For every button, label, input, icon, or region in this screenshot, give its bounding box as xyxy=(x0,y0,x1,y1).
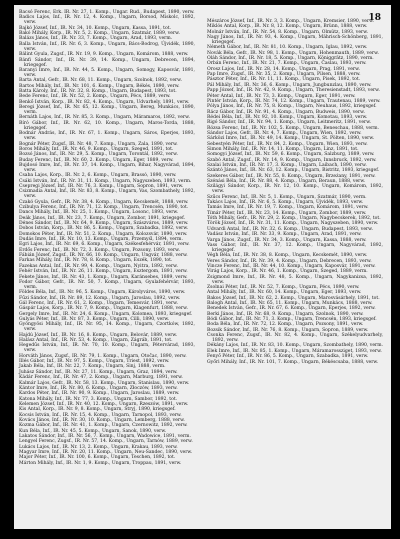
list-entry: Lukács Lajos, Inf., IR. Nr. 13, 2. Komp., Ungarn, Krakau, 1893, verw. xyxy=(19,444,178,450)
list-entry: Rédei Béla, Inf., IR. Nr. 92, 10. Komp., Ungarn, Komotau, 1893, verw. xyxy=(207,114,368,120)
list-entry: Bajkó József, Inf., IR. Nr. 34, 10. Komp., Ungarn, Kassa, 1891, tot. xyxy=(19,25,171,31)
list-entry: Benkő István, Korp., IR. Nr. 82, 4. Komp., Ungarn, Udvarhely, 1891, verw. xyxy=(19,99,190,105)
list-entry: Bernáth Lajos, Inf., IR. Nr. 85, 3. Komp., Ungarn, Máramaros, 1892, verw. xyxy=(19,115,190,121)
list-entry: Márton Mihály, Inf., IR. Nr. 1, 9. Komp., Ungarn, Troppau, 1891, verw. xyxy=(19,460,182,466)
list-entry: Fekete János, Inf., IR. Nr. 43, 1. Komp., Ungarn, Karánsebes, 1889, verw. xyxy=(19,274,188,280)
list-entry: Pásztor Péter, Inf., IR. Nr. 11, 11. Komp., Ungarn, Pisek, 1892, tot. xyxy=(207,77,361,83)
list-entry: Dancs Mihály, Inf., IR. Nr. 25, 1. Komp., Ungarn, Losonc, 1893, verw. xyxy=(19,210,179,216)
list-entry: Szénási Béla, Inf., IR. Nr. 88, 4. Komp., Ungarn, Beraun, 1888, verw. xyxy=(207,179,366,185)
list-entry: Bognár Péter, Zugsf., IR. Nr. 48, 7. Komp., Ungarn, Zala, 1890, verw. xyxy=(19,141,178,147)
list-entry: Bujdosó Imre, Inf., IR. Nr. 37, 14. Komp., Ungarn, Bihar, Nagyvárad, 1894, verw. xyxy=(19,162,195,173)
list-entry: Beregi József, Inf., IR. Nr. 65, 12. Komp., Ungarn, Bereg, Munkács, 1890, verm. xyxy=(19,105,195,116)
list-entry: Hajdú József, Inf., IR. Nr. 16, 8. Komp., Ungarn, Belovár, 1889, verw. xyxy=(19,332,178,338)
list-entry: Csepregi József, Inf., IR. Nr. 76, 3. Komp., Ungarn, Sopron, 1891, verw. xyxy=(19,183,184,189)
list-entry: Szűcs Ferenc, Inf., IR. Nr. 5, 1. Komp., Ungarn, Szatmár, 1890, verm. xyxy=(207,194,367,200)
list-entry: Katona Mihály, Inf., IR. Nr. 77, 3. Komp., Ungarn, Sambor, 1892, tot. xyxy=(19,396,178,402)
list-entry: Bede Ferenc, Inf., IR. Nr. 52, 2. Komp., Ungarn, Pécs, 1889, verw. xyxy=(19,94,171,100)
list-entry: Major Péter, Inf., IR. Nr. 100, 6. Komp., Ungarn, Teschen, 1892, tot. xyxy=(19,455,176,461)
list-entry: Badics Lajos, Inf., IR. Nr. 12, 4. Komp., Ungarn, Borsod, Miskolc, 1892, verw. xyxy=(19,15,195,26)
list-entry: Juhász Sándor, Inf., IR. Nr. 27, 11. Komp., Ungarn, Graz, 1894, verw. xyxy=(19,369,178,375)
list-entry: Bíró Gábor, Inf., IR. Nr. 62, 10. Komp., Ungarn, Maros-Torda, 1888, kriegsgef. xyxy=(19,120,195,131)
list-entry: Bodnár András, Inf., IR. Nr. 67, 1. Komp., Ungarn, Sáros, Eperjes, 1893, verw. xyxy=(19,131,195,142)
list-entry: Péter Antal, Inf., IR. Nr. 73, 3. Komp., Ungarn, Eger, 1891, verw. xyxy=(207,93,356,99)
list-entry: Bódi Gábor, Inf., IR. Nr. 71, 3. Komp., Ungarn, Trencsén, 1893, kriegsgef. xyxy=(207,317,377,323)
list-entry: Buday Ferenc, Inf., IR. Nr. 60, 2. Komp., Ungarn, Eger, 1889, verw. xyxy=(19,157,174,163)
list-entry: Antal Mihály, Inf., IR. Nr. 60, 14. Komp., Ungarn, Eger, 1893, verw. xyxy=(207,290,362,296)
list-entry: Fodor Gábor, Gefr., IR. Nr. 50, 7. Komp., Ungarn, Gyulafehérvár, 1893, verm. xyxy=(19,279,195,290)
list-entry: Bartos Mihály, Inf., IR. Nr. 101, 6. Komp., Ungarn, Békés, 1890, verw. xyxy=(19,83,180,89)
list-entry: Szalai István, Inf., IR. Nr. 17, 3. Komp., Ungarn, Laibach, 1890, verw. xyxy=(207,162,367,168)
list-entry: Fazekas Antal, Inf., IR. Nr. 99, 4. Komp., Ungarn, Nyitra, 1892, verw. xyxy=(19,263,178,269)
list-entry: Kozma Gábor, Inf., IR. Nr. 41, 1. Komp., Ungarn, Czernowitz, 1892, verw. xyxy=(19,423,188,429)
list-entry: Kelemen József, Inf., IR. Nr. 40, 12. Komp., Ungarn, Rzeszów, 1891, verw. xyxy=(19,401,189,407)
list-entry: Jakab Béla, Inf., IR. Nr. 22, 7. Komp., Ungarn, Sinj, 1888, verm. xyxy=(19,364,166,370)
list-entry: Gergely Imre, Inf., IR. Nr. 24, 6. Komp., Ungarn, Kolomea, 1893, kriegsgef. xyxy=(19,311,193,317)
list-entry: Kádár Ferenc, Inf., IR. Nr. 47, 2. Komp., Ungarn, Marburg, 1891, verw. xyxy=(19,375,183,381)
list-entry: Nagy János, Inf., IR. Nr. 93, 4. Komp., Ungarn, Mährisch-Schönberg, 1891, kriegsgef. xyxy=(207,35,383,46)
list-entry: Bacsó Ferenc, Erk. IR. Nr. 27, 1. Komp., Ungar. Rud., Budapest, 1890, verw. xyxy=(19,10,195,15)
list-entry: Csáki István, Inf., IR. Nr. 31, 11. Komp., Ungarn, Nagyszeben, 1893, verm. xyxy=(19,178,192,184)
list-entry: Pintér István, Korp., IR. Nr. 74, 12. Komp., Ungarn, Trautenau, 1889, verw. xyxy=(207,98,381,104)
list-entry: Csizmadia Antal, Inf., IR. Nr. 83, 8. Komp., Ungarn, Vas, Szombathely, 1892, verw. xyxy=(19,189,195,200)
list-entry: Illés Gábor, Inf., IR. Nr. 97, 5. Komp., Ungarn, Triest, 1892, verw. xyxy=(19,359,170,365)
list-entry: Gáspár Lajos, Korp., IR. Nr. 7, 9. Komp., Ungarn, Klagenfurt, 1888, verw. xyxy=(19,306,188,312)
list-entry: Végh Béla, Inf., IR. Nr. 38, 8. Komp., Ungarn, Kecskemét, 1890, verw. xyxy=(207,253,368,259)
list-entry: Gulyás Péter, Inf., IR. Nr. 87, 3. Komp., Ungarn, Cilli, 1890, verw. xyxy=(19,316,170,322)
list-entry: Bakó Mihály, Korp., IR. Nr. 5, 2. Komp., Ungarn, Szatmár, 1889, verw. xyxy=(19,31,180,37)
list-entry: Pál Mihály, Inf., IR. Nr. 36, 6. Komp., Ungarn, Jungbunzlau, 1890, verw. xyxy=(207,82,372,88)
list-entry: Molnár István, Inf., IR. Nr. 54, 8. Komp., Ungarn, Olmütz, 1893, verw. xyxy=(207,29,369,35)
list-entry: Kocsis István, Inf., IR. Nr. 15, 4. Komp., Ungarn, Tarnopol, 1893, verw. xyxy=(19,412,182,418)
list-entry: Veres Sándor, Inf., IR. Nr. 39, 4. Komp., Ungarn, Debrecen, 1893, verw. xyxy=(207,258,372,264)
left-column xyxy=(19,10,195,523)
list-entry: Sebestyén Péter, Inf., IR. Nr. 84, 2. Komp., Ungarn, Wien, 1893, verw. xyxy=(207,141,368,147)
list-entry: Tóth Mihály, Gefr., IR. Nr. 29, 2. Komp., Ungarn, Nagybecskerek, 1892, tot. xyxy=(207,216,381,222)
list-entry: Dobos István, Korp., IR. Nr. 86, 5. Komp., Ungarn, Szabadka, 1892, verw. xyxy=(19,226,189,232)
right-column xyxy=(207,19,383,523)
list-entry: Kis Antal, Korp., IR. Nr. 9, 8. Komp., Ungarn, Stryj, 1890, kriegsgef. xyxy=(19,407,176,413)
list-entry: Czakó Gyula, Gefr., IR. Nr. 38, 4. Komp., Ungarn, Kecskemét, 1888, verw. xyxy=(19,199,189,205)
list-entry: Pap Imre, Zugsf., IR. Nr. 35, 2. Komp., Ungarn, Pilsen, 1888, verw. xyxy=(207,72,361,78)
list-entry: Egri Lajos, Inf., IR. Nr. 69, 6. Komp., Ungarn, Székesfehérvár, 1891, verw. xyxy=(19,242,190,248)
list-entry: Lakatos Sándor, Inf., IR. Nr. 56, 7. Komp., Ungarn, Wadowice, 1891, verm. xyxy=(19,433,191,439)
list-entry: Deák János, Inf., IR. Nr. 23, 7. Komp., Ungarn, Zombor, 1891, kriegsgef. xyxy=(19,215,186,221)
list-entry: Fehér István, Inf., IR. Nr. 26, 11. Komp., Ungarn, Esztergom, 1891, verw. xyxy=(19,269,188,275)
list-entry: Balla István, Inf., IR. Nr. 6, 3. Komp., Ungarn, Bács-Bodrog, Újvidék, 1890, verw. xyxy=(19,41,195,52)
list-entry: Udvardi Antal, Inf., IR. Nr. 32, 6. Komp., Ungarn, Budapest, 1893, verw. xyxy=(207,226,373,232)
list-entry: Berki János, Inf., IR. Nr. 68, 9. Komp., Ungarn, Szolnok, 1890, verw. xyxy=(207,311,364,317)
list-entry: Elek Imre, Inf., IR. Nr. 85, 1. Komp., Ungarn, Máramarossziget, 1893, verw. xyxy=(207,348,382,354)
list-entry: Rigó Sándor, Inf., IR. Nr. 94, 1. Komp., Ungarn, Leitmeritz, 1891, verw. xyxy=(207,120,372,126)
list-entry: Farkas Mihály, Inf., IR. Nr. 78, 8. Komp., Ungarn, Eszék, 1890, tot. xyxy=(19,258,173,264)
list-entry: Kardos Péter, Inf., IR. Nr. 90, 9. Komp., Ungarn, Jaroslau, 1889, verw. xyxy=(19,391,180,397)
list-entry: Sándor Lajos, Gefr., IR. Nr. 4, 7. Komp., Ungarn, Wien, 1892, verw. xyxy=(207,130,362,136)
list-entry: Vass Gábor, Inf., IR. Nr. 37, 12. Komp., Ungarn, Nagyvárad, 1892, kriegsgef. xyxy=(207,242,383,253)
list-entry: Kun Béla, Inf., IR. Nr. 45, 5. Komp., Ungarn, Sanok, 1890, verw. xyxy=(19,428,167,434)
list-entry: Batta Károly, Inf., IR. Nr. 32, 8. Komp., Ungarn, Budapest, 1893, tot. xyxy=(19,88,177,94)
page-number: 18 xyxy=(368,13,381,23)
list-entry: Balogh Antal, Inf., IR. Nr. 65, 11. Komp., Ungarn, Munkács, 1888, verw. xyxy=(207,301,373,307)
list-entry: Bálint Gyula, Zugsf., IR. Nr. 19, 9. Komp., Ungarn, Komárom, 1888, verw. xyxy=(19,52,189,58)
list-entry: Dékány Lajos, Inf., IR. Nr. 83, 10. Komp., Ungarn, Szombathely, 1890, verm. xyxy=(207,343,383,349)
list-entry: Dudás Imre, Inf., IR. Nr. 10, 13. Komp., Ungarn, Przemyśl, 1894, verm. xyxy=(19,237,183,243)
list-entry: Balázs János, Inf., IR. Nr. 33, 7. Komp., Ungarn, Arad, 1893, verm. xyxy=(19,36,173,42)
list-entry: Pólya János, Inf., IR. Nr. 75, 8. Komp., Ungarn, Neuhaus, 1892, kriegsgef. xyxy=(207,104,377,110)
list-entry: Sárközi Imre, Inf., IR. Nr. 49, 14. Komp., Ungarn, St. Pölten, 1890, verw. xyxy=(207,136,375,142)
list-entry: Csaba Lajos, Korp., IR. Nr. 2, 6. Komp., Ungarn, Brassó, 1890, verw. xyxy=(19,173,177,179)
list-entry: Zsolnai Péter, Inf., IR. Nr. 52, 7. Komp., Ungarn, Pécs, 1890, verw. xyxy=(207,285,360,290)
list-entry: Rózsa Ferenc, Inf., IR. Nr. 102, 5. Komp., Ungarn, Beneschau, 1888, verm. xyxy=(207,125,380,131)
list-entry: Tamás Imre, Inf., IR. Nr. 19, 7. Komp., Ungarn, Komárom, 1891, verw. xyxy=(207,205,369,211)
list-entry: Bozsó János, Inf., IR. Nr. 29, 5. Komp., Ungarn, Torontál, 1892, verw. xyxy=(19,152,178,158)
list-entry: Rácz Gábor, Inf., IR. Nr. 91, 4. Komp., Ungarn, Budweis, 1890, verw. xyxy=(207,109,365,115)
list-entry: Kovács János, Inf., IR. Nr. 30, 10. Komp., Ungarn, Lemberg, 1888, verw. xyxy=(19,417,185,423)
list-entry: Mészáros József, Inf., IR. Nr. 3, 3. Komp., Ungarn, Kremsier, 1890, verw. xyxy=(207,19,374,24)
list-entry: Oláh Sándor, Inf., IR. Nr. 18, 5. Komp., Ungarn, Königgrätz, 1890, verm. xyxy=(207,56,374,62)
list-entry: Halász Antal, Inf., IR. Nr. 53, 4. Komp., Ungarn, Zágráb, 1891, tot. xyxy=(19,338,173,344)
list-entry: Vincze Ferenc, Inf., IR. Nr. 44, 10. Komp., Ungarn, Kaposvár, 1891, verw. xyxy=(207,263,376,269)
list-entry: Bakos József, Inf., IR. Nr. 62, 2. Komp., Ungarn, Marosvásárhely, 1891, tot. xyxy=(207,295,380,301)
list-entry: Benedek István, Gefr., IR. Nr. 67, 6. Komp., Ungarn, Eperjes, 1892, verw. xyxy=(207,306,376,312)
list-entry: Simon Mihály, Inf., IR. Nr. 14, 11. Komp., Ungarn, Linz, 1891, tot. xyxy=(207,146,359,152)
list-entry: Erdős Ferenc, Inf., IR. Nr. 72, 3. Komp., Ungarn, Pozsony, 1893, verw. xyxy=(19,247,180,253)
list-entry: Varga János, Zugsf., IR. Nr. 34, 3. Komp., Ungarn, Kassa, 1888, verw. xyxy=(207,237,367,243)
list-entry: Vadász István, Inf., IR. Nr. 33, 9. Komp., Ungarn, Arad, 1891, verw. xyxy=(207,232,362,238)
list-entry: Boda Béla, Inf., IR. Nr. 72, 12. Komp., Ungarn, Pozsony, 1891, verw. xyxy=(207,322,364,328)
list-entry: Novák Béla, Gefr., IR. Nr. 98, 1. Komp., Ungarn, Hohenmauth, 1889, verw. xyxy=(207,50,379,56)
list-entry: Szilágyi Sándor, Korp., IR. Nr. 12, 10. Komp., Ungarn, Komárom, 1892, verw. xyxy=(207,184,383,195)
list-entry: Tímár Péter, Inf., IR. Nr. 23, 14. Komp., Ungarn, Zombor, 1889, verw. xyxy=(207,210,367,216)
list-entry: Földes Béla, Inf., IR. Nr. 96, 5. Komp., Ungarn, Károlyváros, 1890, verw. xyxy=(19,290,186,296)
list-entry: Szántó János, Inf., IR. Nr. 63, 12. Komp., Ungarn, Bistritz, 1893, kriegsgef. xyxy=(207,168,380,174)
list-entry: Papp József, Inf., IR. Nr. 42, 9. Komp., Ungarn, Theresienstadt, 1893, verw. xyxy=(207,88,380,94)
list-entry: Orbán Ferenc, Inf., IR. Nr. 21, 7. Komp., Ungarn, Časlau, 1893, verw. xyxy=(207,61,367,67)
list-entry: Lengyel Ferenc, Zugsf., IR. Nr. 57, 14. Komp., Ungarn, Tarnów, 1889, verw. xyxy=(19,439,193,445)
list-entry: Kántor Imre, Inf., IR. Nr. 80, 6. Komp., Ungarn, Złoczów, 1893, verw. xyxy=(19,385,178,391)
list-entry: Miklós Antal, Korp., IR. Nr. 8, 12. Komp., Ungarn, Brünn, 1888, verw. xyxy=(207,24,368,30)
list-entry: Kalmár Lajos, Gefr., IR. Nr. 58, 13. Komp., Ungarn, Stanislau, 1890, verw. xyxy=(19,380,190,386)
list-entry: Szabó Antal, Zugsf., IR. Nr. 14, 9. Komp., Ungarn, Innsbruck, 1892, verw. xyxy=(207,157,377,163)
list-entry: Csonka Ferenc, Zugsf., IR. Nr. 82, 4. Komp., Ungarn, Székelyudvarhely, 1892, verw. xyxy=(207,333,383,344)
list-entry: Orosz Lajos, Inf., IR. Nr. 28, 14. Komp., Ungarn, Prag, 1891, verw. xyxy=(207,66,360,72)
document-page xyxy=(14,5,391,529)
list-entry: Domokos Péter, Inf., IR. Nr. 51, 2. Komp., Ungarn, Kolozsvár, 1890, verw. xyxy=(19,231,188,237)
list-entry: Fábián József, Zugsf., IR. Nr. 66, 10. Komp., Ungarn, Ungvár, 1888, verw. xyxy=(19,253,188,259)
list-entry: Magyar Imre, Inf., IR. Nr. 20, 11. Komp., Ungarn, Neu-Sandec, 1890, verw. xyxy=(19,449,193,455)
list-entry: Takács Lajos, Inf., IR. Nr. 6, 5. Komp., Ungarn, Újvidék, 1893, verw. xyxy=(207,200,364,206)
list-entry: Németh Gábor, Inf., IR. Nr. 81, 10. Komp., Ungarn, Iglau, 1892, verw. xyxy=(207,45,368,51)
list-entry: Gyöngyösi Mihály, Inf., IR. Nr. 95, 14. Komp., Ungarn, Czortków, 1892, verw. xyxy=(19,322,195,333)
list-entry: Virág Lajos, Korp., IR. Nr. 46, 1. Komp., Ungarn, Szeged, 1889, verm. xyxy=(207,269,368,275)
list-entry: Bozsik Sándor, Inf., IR. Nr. 76, 8. Komp., Ungarn, Sopron, 1889, verw. xyxy=(207,327,369,333)
list-entry: Bánfi Sándor, Inf., IR. Nr. 39, 14. Komp., Ungarn, Debrecen, 1894, kriegsgef. xyxy=(19,57,195,68)
list-entry: Somogyi József, Inf., IR. Nr. 59, 6. Komp., Ungarn, Salzburg, 1889, verw. xyxy=(207,152,375,158)
list-entry: Fűzi Sándor, Inf., IR. Nr. 89, 12. Komp., Ungarn, Jaroslau, 1892, verw. xyxy=(19,295,181,301)
list-entry: Zsigmond Imre, Inf., IR. Nr. 48, 5. Komp., Ungarn, Nagykanizsa, 1892, verw. xyxy=(207,274,383,285)
list-entry: Boros Mihály, Inf., IR. Nr. 46, 9. Komp., Ungarn, Szeged, 1891, tot. xyxy=(19,146,174,152)
list-entry: Baranyi Imre, Inf., IR. Nr. 44, 5. Komp., Ungarn, Somogy, Kaposvár, 1891, verw. xyxy=(19,67,195,78)
list-entry: Török József, Inf., IR. Nr. 31, 11. Komp., Ungarn, Nagyszeben, 1890, verw. xyxy=(207,221,379,227)
list-entry: Győri Mihály, Inf., IR. Nr. 101, 7. Komp., Ungarn, Békéscsaba, 1888, verw. xyxy=(207,359,379,365)
list-entry: Barta Antal, Gefr., IR. Nr. 68, 11. Komp., Ungarn, Szolnok, 1892, verw. xyxy=(19,78,182,84)
list-entry: Fenyő Péter, Inf., IR. Nr. 86, 5. Komp., Ungarn, Szabadka, 1891, verw. xyxy=(207,354,369,360)
list-entry: Horváth János, Zugsf., IR. Nr. 79, 1. Komp., Ungarn, Otočac, 1890, verw. xyxy=(19,353,187,359)
list-entry: Dénes Sándor, Inf., IR. Nr. 64, 9. Komp., Ungarn, Szászváros, 1889, verw. xyxy=(19,221,189,227)
list-entry: Szekeres Gábor, Inf., IR. Nr. 55, 8. Komp., Ungarn, Brzeżany, 1891, verw. xyxy=(207,173,376,179)
list-entry: Gál Ferenc, Inf., IR. Nr. 61, 2. Komp., Ungarn, Temesvár, 1891, verw. xyxy=(19,300,178,306)
list-entry: Czibulya Ferenc, Inf., IR. Nr. 71, 12. Komp., Ungarn, Trencsén, 1890, tot. xyxy=(19,205,189,211)
list-entry: Hegedűs István, Inf., IR. Nr. 70, 10. Komp., Ungarn, Pétervárad, 1893, verw. xyxy=(19,343,195,354)
